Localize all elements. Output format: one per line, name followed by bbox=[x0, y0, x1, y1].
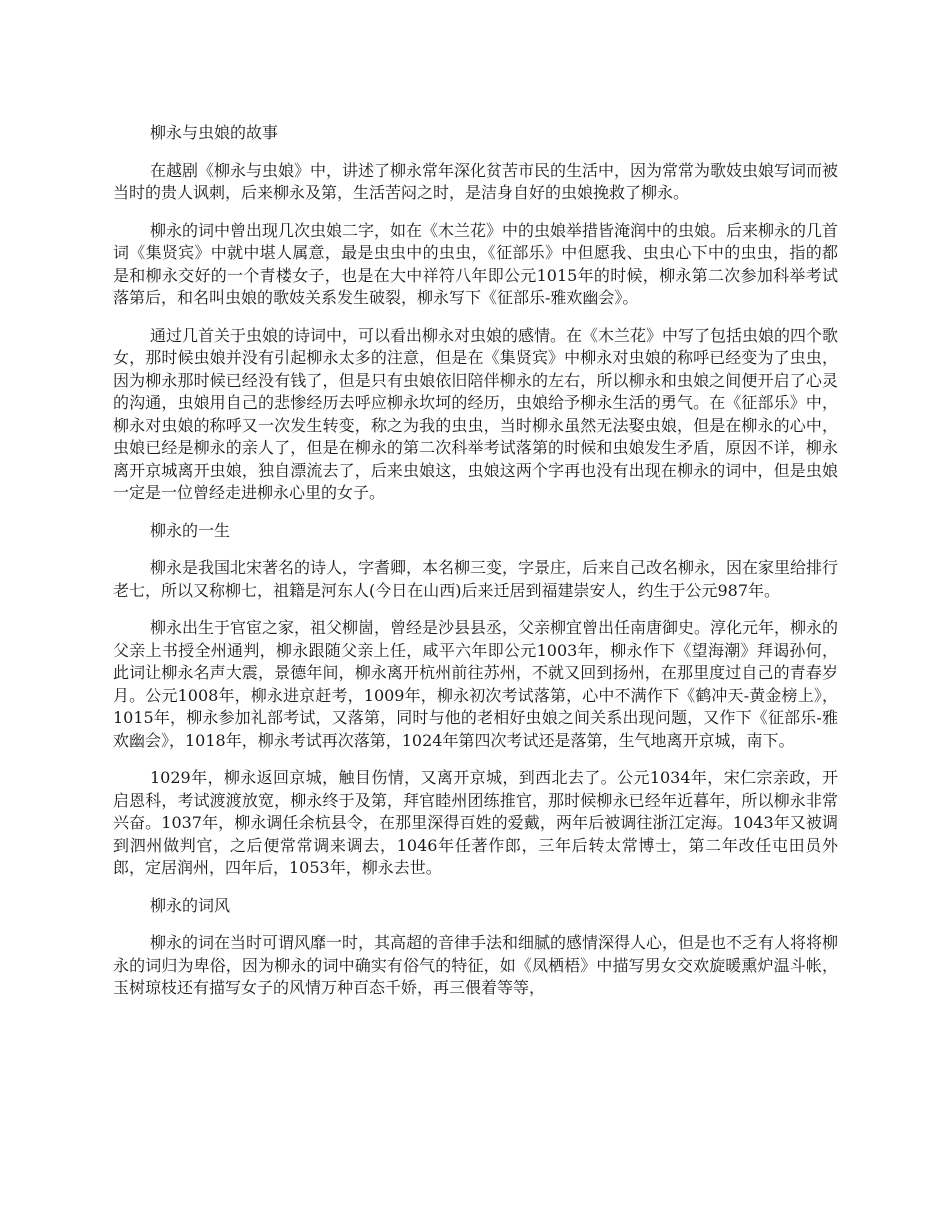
paragraph: 柳永的词中曾出现几次虫娘二字，如在《木兰花》中的虫娘举措皆淹润中的虫娘。后来柳永的几首词《集贤宾》中就中堪人属意，最是虫虫中的虫虫，《征部乐》中但愿我、虫虫心下中的虫虫，指的都是和柳永交好的一个青楼女子，也是在大中祥符八年即公元1015年的时候，柳永第二次参加科举考试落第后，和名叫虫娘的歌妓关系发生破裂，柳永写下《征部乐-雅欢幽会》。 bbox=[113, 220, 839, 307]
section-heading-style: 柳永的词风 bbox=[150, 895, 231, 915]
paragraph: 柳永是我国北宋著名的诗人，字耆卿，本名柳三变，字景庄，后来自己改名柳永，因在家里给排行老七，所以又称柳七，祖籍是河东人(今日在山西)后来迁居到福建崇安人，约生于公元987年。 bbox=[113, 558, 839, 600]
document-page bbox=[113, 122, 838, 1015]
paragraph: 在越剧《柳永与虫娘》中，讲述了柳永常年深化贫苦市民的生活中，因为常常为歌妓虫娘写词而被当时的贵人讽刺，后来柳永及第，生活苦闷之时，是洁身自好的虫娘挽救了柳永。 bbox=[113, 160, 839, 202]
paragraph: 柳永出生于官宦之家，祖父柳崮，曾经是沙县县丞，父亲柳宜曾出任南唐御史。淳化元年，柳永的父亲上书授全州通判，柳永跟随父亲上任，咸平六年即公元1003年，柳永作下《望海潮》拜谒孙何，此词让柳永名声大震，景德年间，柳永离开杭州前往苏州，不就又回到扬州，在那里度过自己的青春岁月。公元1008年，柳永进京赶考，1009年，柳永初次考试落第，心中不满作下《鹤冲天-黄金榜上》，1015年，柳永参加礼部考试，又落第，同时与他的老相好虫娘之间关系出现问题，又作下《征部乐-雅欢幽会》，1018年，柳永考试再次落第，1024年第四次考试还是落第，生气地离开京城，南下。 bbox=[113, 618, 839, 750]
paragraph: 通过几首关于虫娘的诗词中，可以看出柳永对虫娘的感情。在《木兰花》中写了包括虫娘的四个歌女，那时候虫娘并没有引起柳永太多的注意，但是在《集贤宾》中柳永对虫娘的称呼已经变为了虫虫，因为柳永那时候已经没有钱了，但是只有虫娘依旧陪伴柳永的左右，所以柳永和虫娘之间便开启了心灵的沟通，虫娘用自己的悲惨经历去呼应柳永坎坷的经历，虫娘给予柳永生活的勇气。在《征部乐》中，柳永对虫娘的称呼又一次发生转变，称之为我的虫虫，当时柳永虽然无法娶虫娘，但是在柳永的心中，虫娘已经是柳永的亲人了，但是在柳永的第二次科举考试落第的时候和虫娘发生矛盾，原因不详，柳永离开京城离开虫娘，独自漂流去了，后来虫娘这，虫娘这两个字再也没有出现在柳永的词中，但是虫娘一定是一位曾经走进柳永心里的女子。 bbox=[113, 325, 839, 502]
section-heading-story: 柳永与虫娘的故事 bbox=[150, 123, 279, 142]
section-heading-life: 柳永的一生 bbox=[150, 520, 231, 540]
paragraph: 柳永的词在当时可谓风靡一时，其高超的音律手法和细腻的感情深得人心，但是也不乏有人将将柳永的词归为卑俗，因为柳永的词中确实有俗气的特征，如《凤栖梧》中描写男女交欢旋暖熏炉温斗帐，玉树琼枝还有描写女子的风情万种百态千娇，再三偎着等等， bbox=[113, 933, 839, 997]
paragraph: 1029年，柳永返回京城，触目伤情，又离开京城，到西北去了。公元1034年，宋仁宗亲政，开启恩科，考试渡渡放宽，柳永终于及第，拜官睦州团练推官，那时候柳永已经年近暮年，所以柳永非常兴奋。1037年，柳永调任余杭县令，在那里深得百姓的爱戴，两年后被调往浙江定海。1043年又被调到泗州做判官，之后便常常调来调去，1046年任著作郎，三年后转太常博士，第二年改任屯田员外郎，定居润州，四年后，1053年，柳永去世。 bbox=[113, 768, 838, 877]
